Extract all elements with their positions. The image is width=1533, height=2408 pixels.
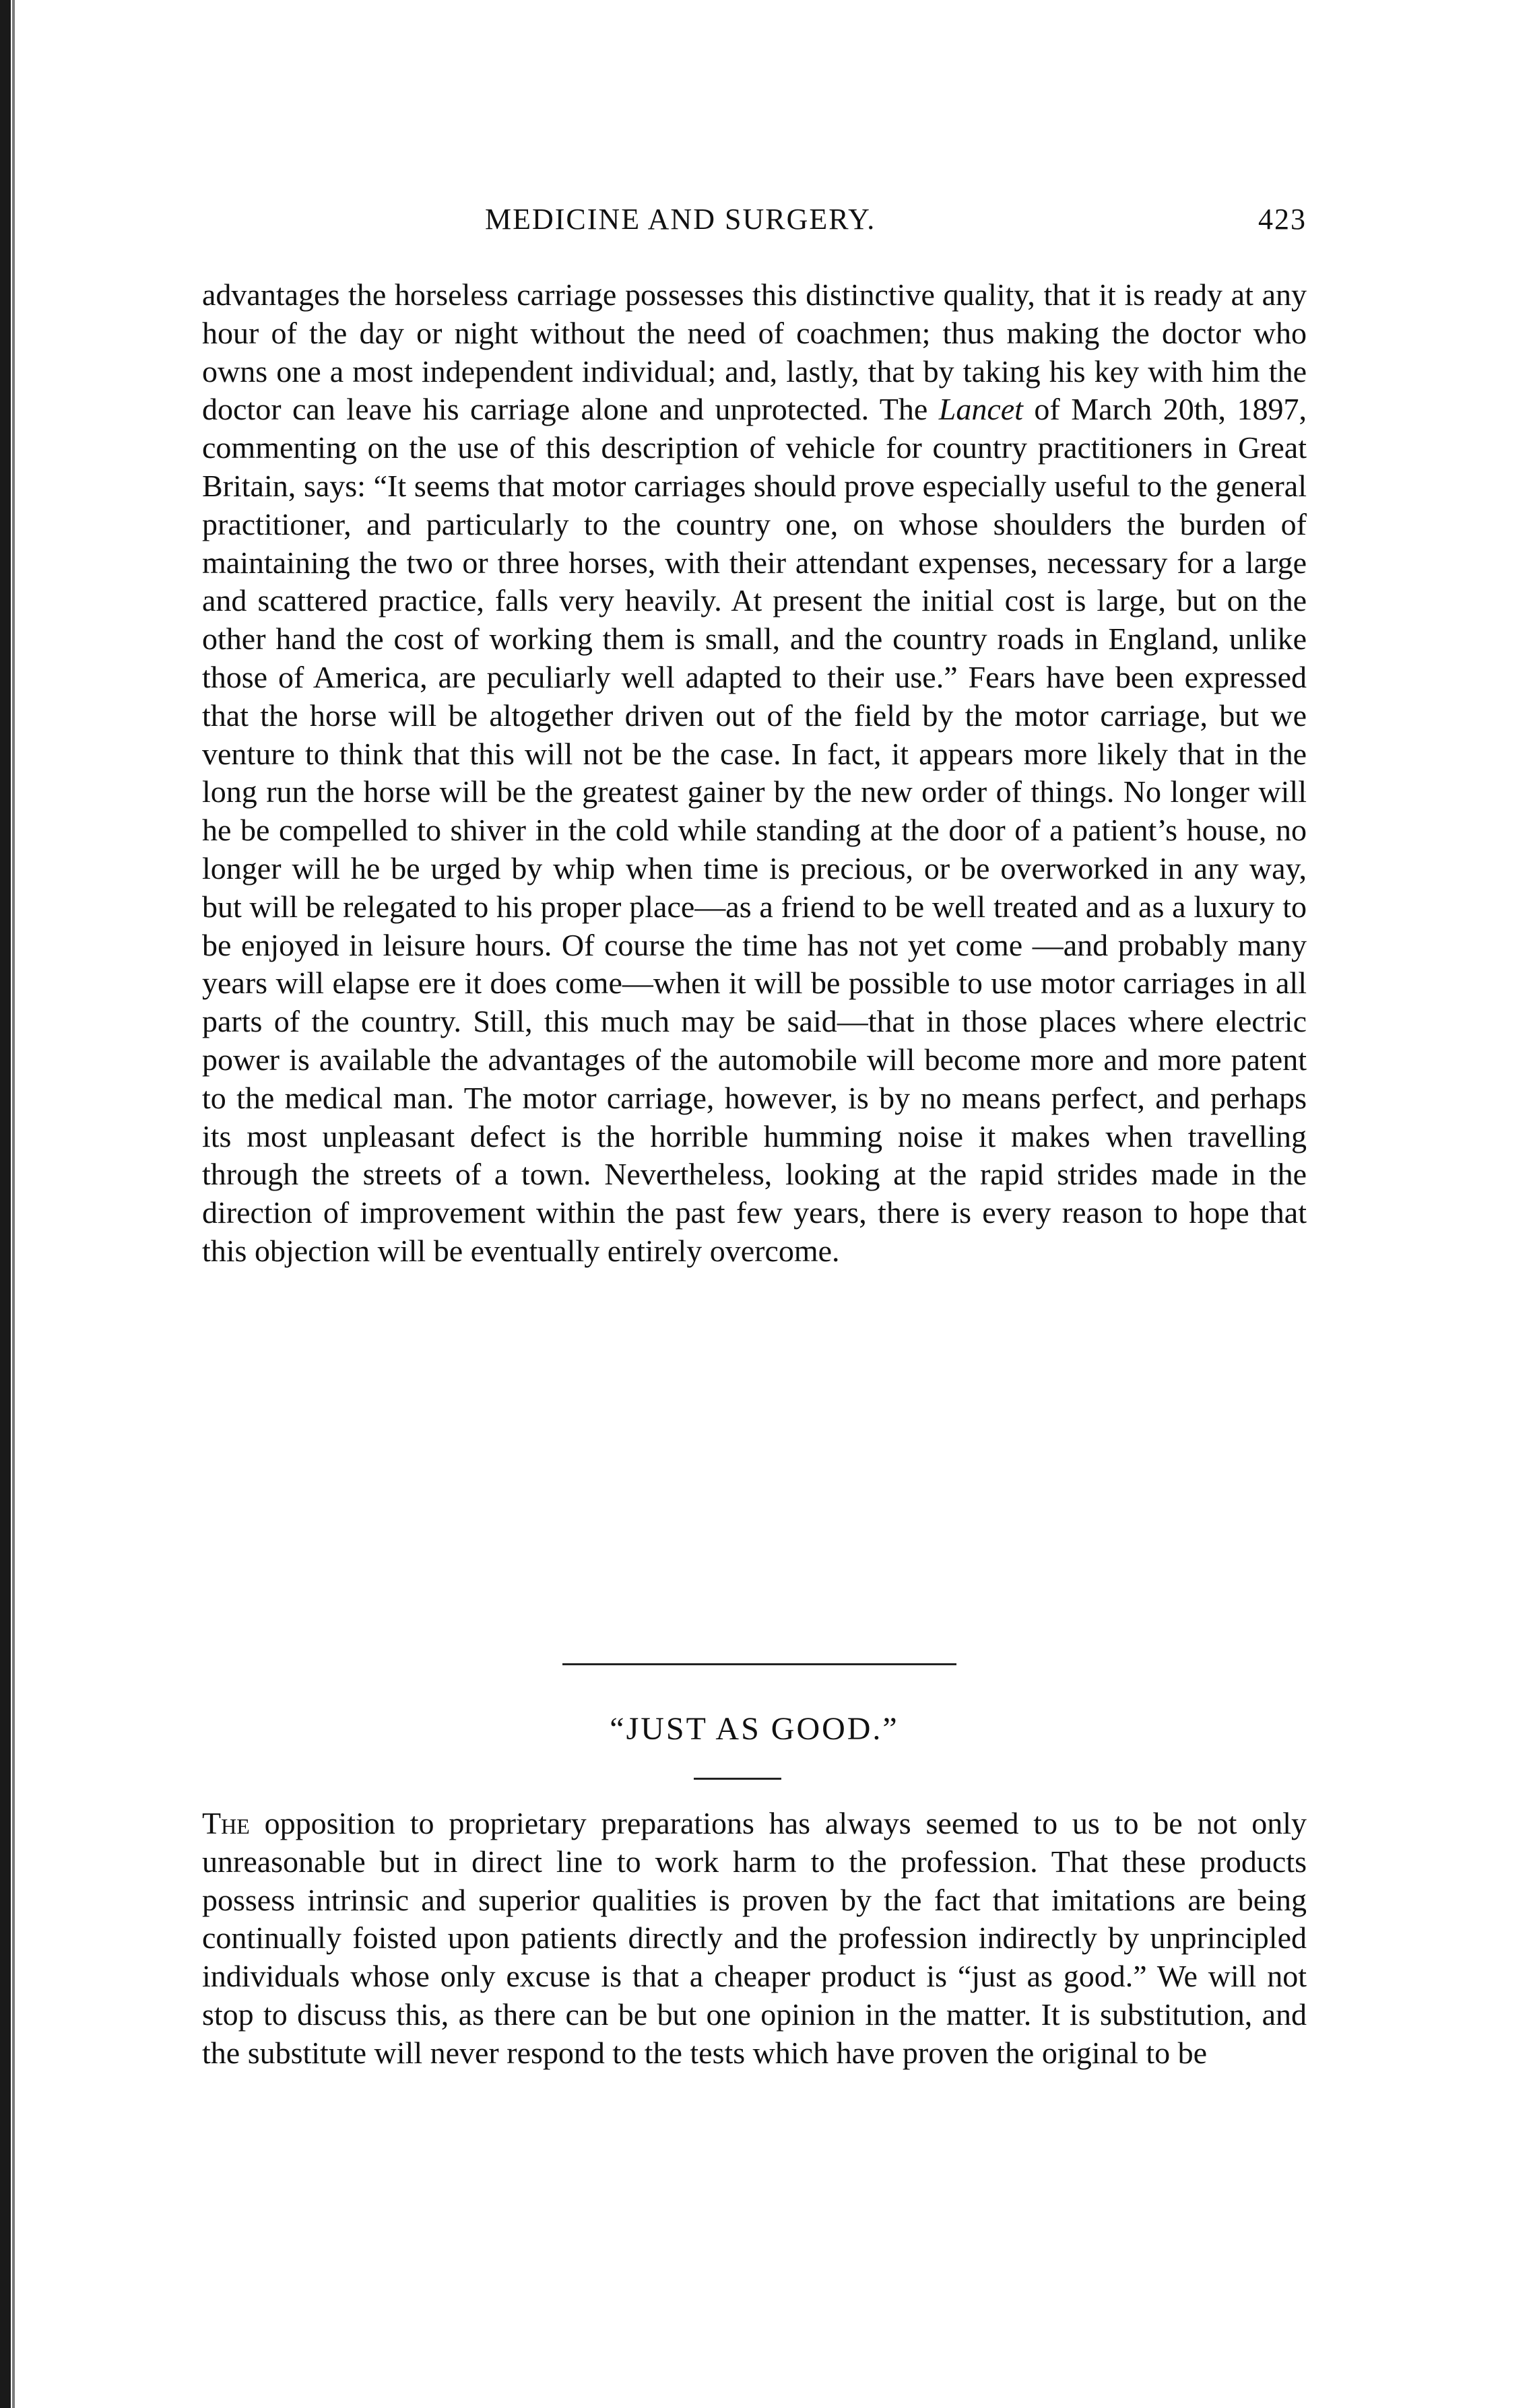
running-header [202,195,1307,249]
book-spine-edge [0,0,11,2408]
body-paragraph-continued [202,276,1307,1271]
section-paragraph-text: opposition to proprietary preparations has always seemed to us to be not only unreasonable but in direct line to work harm to the profession. That these products possess intrinsic and superior qualities is proven by the fact that imitations are being continually foisted upon patients directly and the profession indirectly by unprincipled individuals whose only excuse is that a cheaper product is “just as good.” We will not stop to discuss this, as there can be but one opinion in the matter. It is substitution, and the substitute will never respond to the tests which have proven the original to be [202,1806,1307,2070]
running-title: MEDICINE AND SURGERY. [485,203,876,236]
heading-underline [694,1778,781,1780]
section-heading: “JUST AS GOOD.” [610,1711,899,1747]
paragraph-text-rest: of March 20th, 1897, commenting on the use of this description of vehicle for country practitioners in Great Britain, says: “It seems that motor carriages should prove especially useful to the general practitioner, and particularly to the country one, on whose shoulders the burden of maintaining the two or three horses, with their attendant expenses, necessary for a large and scattered practice, falls very heavily. At present the initial cost is large, but on the other hand the cost of working them is small, and the country roads in England, unlike those of America, are peculiarly well adapted to their use.” Fears have been expressed that the horse will be altogether driven out of the field by the motor carriage, but we venture to think that this will not be the case. In fact, it appears more likely that in the long run the horse will be the greatest gainer by the new order of things. No longer will he be compelled to shiver in the cold while standing at the door of a patient’s house, no longer will he be urged by whip when time is precious, or be overworked in any way, but will be relegated to his proper place—as a friend to be well treated and as a luxury to be enjoyed in leisure hours. Of course the time has not yet come —and probably many years will elapse ere it does come—when it will be possible to use motor carriages in all parts of the country. Still, this much may be said—that in those places where electric power is available the advantages of the automobile will become more and more patent to the medical man. The motor carriage, however, is by no means perfect, and perhaps its most unpleasant defect is the horrible humming noise it makes when travelling through the streets of a town. Nevertheless, looking at the rapid strides made in the direction of improvement within the past few years, there is every reason to hope that this objection will be eventually entirely overcome. [202,392,1307,1268]
page-number: 423 [1258,203,1307,236]
book-spine-shadow [12,0,15,2408]
section-divider [562,1663,956,1665]
paragraph-text-start: advantages the horseless carriage possesses this distinctive quality, that it is ready at any hour of the day or night without the need of coachmen; thus making the doctor who owns one a most independent individual; and, lastly, that by taking his key with him the doctor can leave his carriage alone and unprotected. The [202,277,1307,427]
journal-title-lancet: Lancet [938,392,1023,427]
paragraph-lead-word: The [202,1806,250,1840]
section-paragraph [202,1805,1307,2073]
